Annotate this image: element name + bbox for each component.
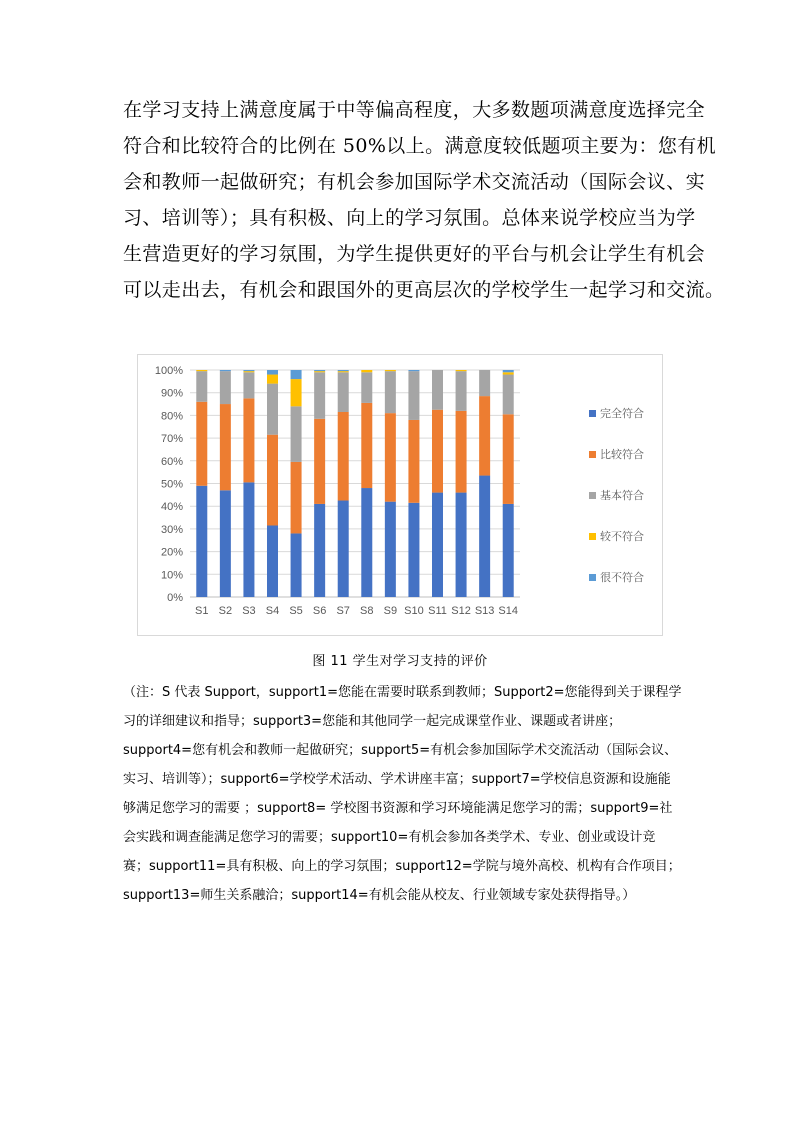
bar-segment (361, 403, 372, 488)
y-tick-label: 30% (160, 523, 183, 536)
bar-segment (243, 482, 254, 597)
bar-segment (432, 370, 443, 410)
legend (589, 406, 644, 584)
bar-segment (291, 406, 302, 462)
x-tick-label: S3 (242, 605, 256, 617)
note-line: （注：S 代表 Support，support1=您能在需要时联系到教师；Support2=您能得到关于课程学 (123, 685, 682, 700)
bar-segment (196, 486, 207, 597)
bar-segment (361, 372, 372, 403)
x-tick-label: S9 (383, 605, 398, 617)
body-line: 可以走出去，有机会和跟国外的更高层次的学校学生一起学习和交流。 (123, 279, 725, 301)
bar-segment (243, 398, 254, 482)
y-tick-label: 100% (154, 365, 183, 377)
figure-note (123, 678, 698, 910)
bar-segment (503, 370, 514, 372)
y-tick-label: 10% (160, 569, 183, 582)
bar-segment (196, 402, 207, 486)
bar-segment (408, 503, 419, 597)
y-tick-label: 20% (160, 546, 183, 559)
bar-segment (385, 413, 396, 502)
bar-segment (314, 419, 325, 504)
legend-label: 基本符合 (600, 489, 644, 502)
legend-swatch (589, 533, 596, 540)
legend-swatch (589, 574, 596, 581)
bar-segment (479, 370, 490, 396)
x-tick-label: S13 (474, 605, 495, 617)
legend-swatch (589, 492, 596, 499)
x-tick-label: S5 (289, 605, 303, 617)
bar-segment (291, 370, 302, 379)
bar-segment (267, 375, 278, 384)
legend-label: 较不符合 (600, 530, 644, 543)
x-tick-label: S10 (404, 605, 424, 617)
bar-segment (267, 384, 278, 435)
bar-segment (338, 372, 349, 412)
bar-segment (408, 370, 419, 371)
bar-segment (479, 396, 490, 475)
legend-label: 比较符合 (600, 448, 644, 461)
bar-segment (385, 370, 396, 371)
note-line: 会实践和调查能满足您学习的需要；support10=有机会参加各类学术、专业、创业或设计竞 (123, 830, 656, 845)
bar-segment (220, 370, 231, 371)
body-line: 在学习支持上满意度属于中等偏高程度，大多数题项满意度选择完全 (123, 99, 706, 121)
note-line: 赛；support11=具有积极、向上的学习氛围；support12=学院与境外高校、机构有合作项目； (123, 859, 681, 874)
y-tick-label: 50% (160, 478, 183, 491)
bar-segment (243, 371, 254, 372)
legend-swatch (589, 410, 596, 417)
bar-segment (503, 375, 514, 415)
y-tick-label: 80% (160, 410, 183, 423)
bar-segment (267, 435, 278, 526)
note-line: support13=师生关系融洽；support14=有机会能从校友、行业领域专家处获得指导。） (123, 888, 636, 903)
stacked-bar-chart (137, 354, 663, 636)
bar-segment (338, 371, 349, 372)
bar-segment (291, 379, 302, 406)
bar-segment (408, 420, 419, 503)
bar-segment (361, 488, 372, 597)
bar-segment (220, 371, 231, 404)
gridlines (190, 370, 520, 597)
note-line: 实习、培训等）；support6=学校学术活动、学术讲座丰富；support7=学校信息资源和设施能 (123, 772, 671, 787)
bar-segment (291, 462, 302, 534)
bar-segment (243, 372, 254, 398)
bar-segment (456, 411, 467, 493)
x-tick-label: S7 (336, 605, 350, 617)
bar-segment (220, 490, 231, 597)
bar-segment (314, 371, 325, 372)
bar-segment (479, 476, 490, 597)
x-tick-label: S11 (428, 605, 447, 617)
y-tick-label: 90% (160, 387, 183, 400)
y-tick-label: 60% (160, 455, 183, 468)
bar-segment (432, 410, 443, 493)
legend-label: 很不符合 (600, 571, 644, 584)
y-tick-label: 0% (167, 592, 183, 604)
bar-segment (503, 504, 514, 597)
bar-segment (408, 371, 419, 420)
bar-segment (314, 504, 325, 597)
bar-segment (291, 533, 302, 597)
bar-segment (267, 370, 278, 375)
bar-segment (338, 370, 349, 371)
bar-segment (220, 404, 231, 490)
bar-segment (456, 371, 467, 411)
bar-segment (267, 525, 278, 597)
figure-caption: 图 11 学生对学习支持的评价 (312, 654, 488, 669)
bar-segment (314, 370, 325, 371)
bar-segment (243, 370, 254, 371)
body-paragraph (123, 92, 725, 308)
legend-label: 完全符合 (600, 407, 644, 420)
x-tick-label: S14 (498, 605, 519, 617)
x-tick-label: S12 (451, 605, 471, 617)
y-tick-label: 40% (160, 501, 183, 514)
x-tick-label: S4 (265, 605, 280, 617)
bar-segment (432, 493, 443, 597)
bar-segment (456, 370, 467, 371)
note-line: 习的详细建议和指导；support3=您能和其他同学一起完成课堂作业、课题或者讲座； (123, 714, 622, 729)
x-tick-label: S2 (218, 605, 233, 617)
chart-canvas (138, 355, 662, 635)
body-line: 生营造更好的学习氛围，为学生提供更好的平台与机会让学生有机会 (123, 243, 706, 265)
bar-segment (361, 370, 372, 372)
bar-segment (503, 372, 514, 374)
bar-segment (196, 370, 207, 371)
body-line: 符合和比较符合的比例在 50%以上。满意度较低题项主要为：您有机 (123, 135, 717, 157)
note-line: 够满足您学习的需要 ；support8= 学校图书资源和学习环境能满足您学习的需；support9=社 (123, 801, 673, 816)
bar-segment (314, 372, 325, 419)
x-tick-label: S8 (360, 605, 374, 617)
note-line: support4=您有机会和教师一起做研究；support5=有机会参加国际学术交流活动（国际会议、 (123, 743, 678, 758)
bar-segment (503, 414, 514, 504)
bar-segment (385, 371, 396, 413)
bar-segment (338, 501, 349, 597)
body-line: 会和教师一起做研究；有机会参加国际学术交流活动（国际会议、实 (123, 171, 706, 193)
y-tick-label: 70% (160, 433, 183, 446)
bar-segment (338, 412, 349, 501)
legend-swatch (589, 451, 596, 458)
body-line: 习、培训等）；具有积极、向上的学习氛围。总体来说学校应当为学 (123, 207, 696, 229)
x-tick-label: S6 (312, 605, 327, 617)
bar-segment (196, 371, 207, 402)
x-tick-label: S1 (195, 605, 209, 617)
bar-segment (385, 502, 396, 597)
bar-segment (456, 493, 467, 597)
